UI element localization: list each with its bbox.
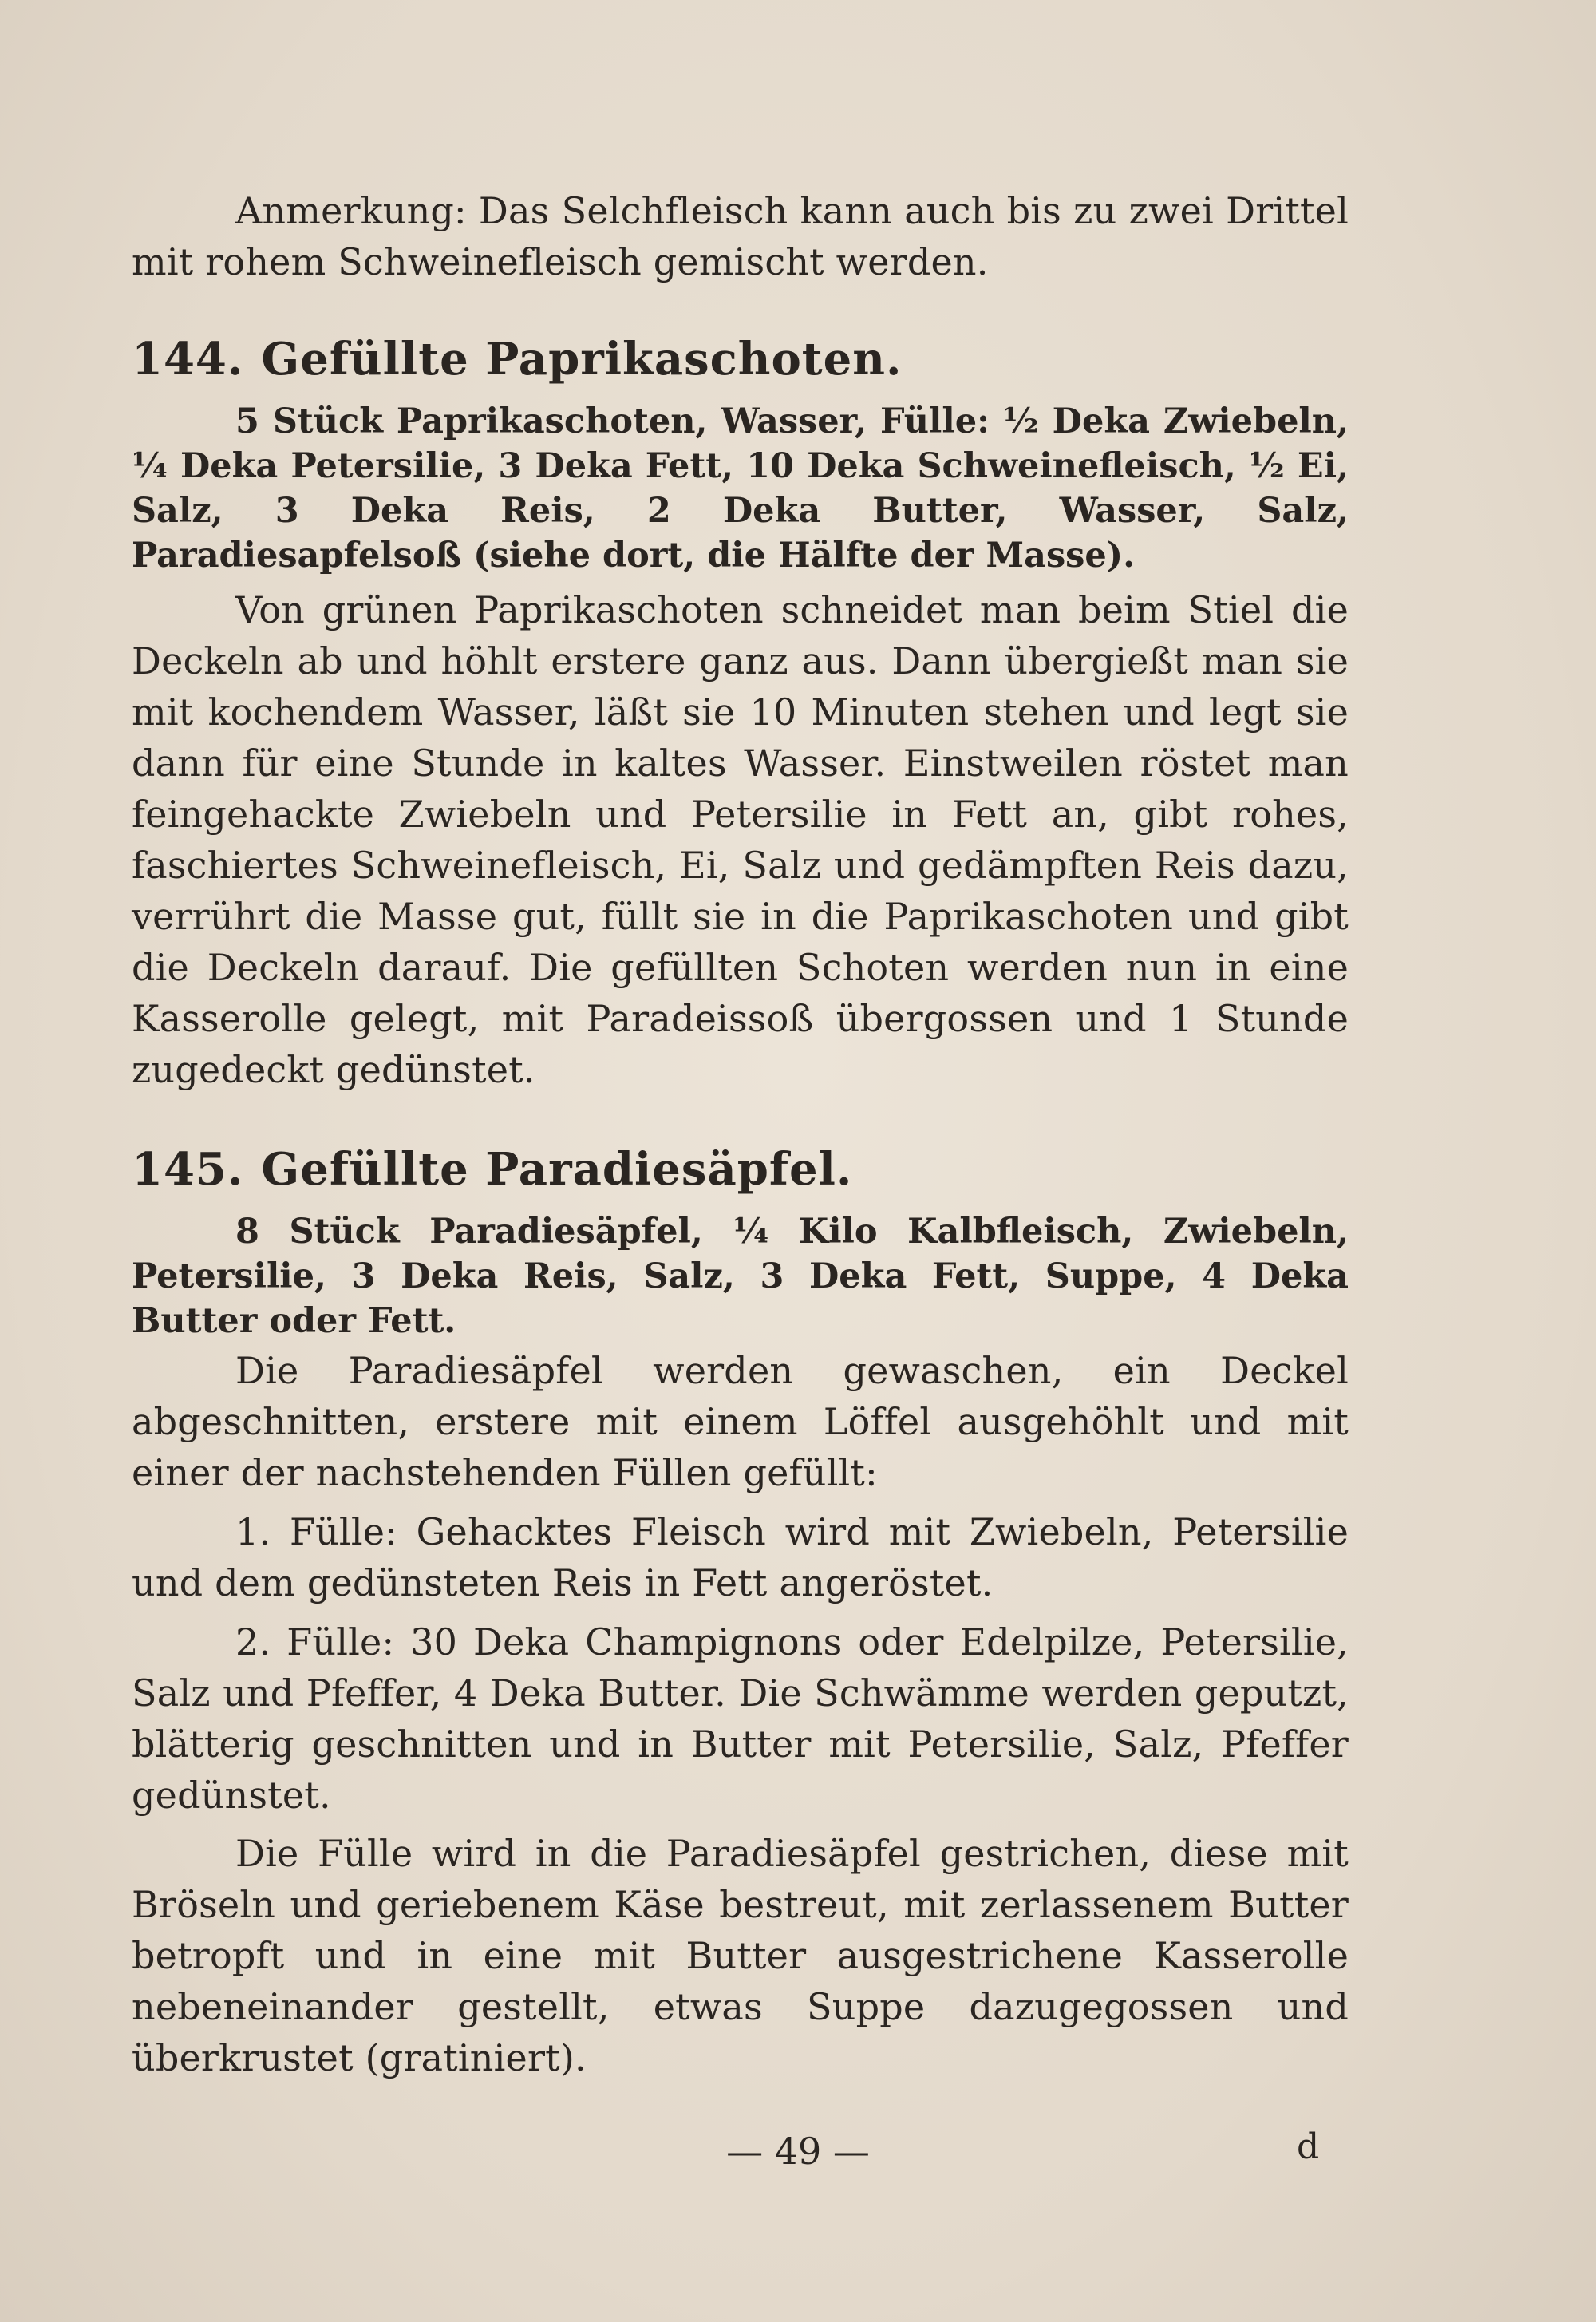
recipe-heading — [132, 331, 1349, 387]
recipe-number: 145. — [132, 1143, 244, 1196]
recipe-144 — [132, 331, 1349, 387]
ingredients-list: 5 Stück Paprikaschoten, Wasser, Fülle: ½ Deka Zwiebeln, ¼ Deka Petersilie, 3 Deka Fett, 10 Deka Schweinefleisch, ½ Ei, Salz, 3 Deka Reis, 2 Deka Butter, Wasser, Salz, Paradiesapfelsoß (siehe dort, die Hälfte der Masse). — [132, 402, 1349, 576]
note-block — [132, 185, 1349, 287]
method-paragraph: Die Paradiesäpfel werden gewaschen, ein Deckel abgeschnitten, erstere mit einem Löffel ausgehöhlt und mit einer der nachstehenden Füllen gefüllt: — [132, 1349, 1349, 1494]
signature-mark: d — [1297, 2126, 1320, 2167]
method-paragraph: Von grünen Paprikaschoten schneidet man beim Stiel die Deckeln ab und höhlt erstere ganz aus. Dann übergießt man sie mit kochendem Wasser, läßt sie 10 Minuten stehen und legt sie dann für eine Stunde in kaltes Wasser. Einstweilen röstet man feingehackte Zwiebeln und Petersilie in Fett an, gibt rohes, faschiertes Schweinefleisch, Ei, Salz und gedämpften Reis dazu, verrührt die Masse gut, füllt sie in die Paprikaschoten und gibt die Deckeln darauf. Die gefüllten Schoten werden nun in eine Kasserolle gelegt, mit Paradeissoß übergossen und 1 Stunde zugedeckt gedünstet. — [132, 588, 1349, 1091]
recipe-145-filling-2 — [132, 1616, 1349, 1821]
recipe-145-finish — [132, 1828, 1349, 2083]
recipe-145-filling-1 — [132, 1506, 1349, 1608]
ingredients-list: 8 Stück Paradiesäpfel, ¼ Kilo Kalbfleisch, Zwiebeln, Petersilie, 3 Deka Reis, Salz, 3 Deka Fett, Suppe, 4 Deka Butter oder Fett. — [132, 1212, 1349, 1341]
recipe-145-method — [132, 1345, 1349, 1498]
filling-paragraph: 1. Fülle: Gehacktes Fleisch wird mit Zwiebeln, Petersilie und dem gedünsteten Reis in Fett angeröstet. — [132, 1510, 1349, 1604]
recipe-title: Gefüllte Paradiesäpfel. — [261, 1143, 853, 1196]
filling-paragraph: 2. Fülle: 30 Deka Champignons oder Edelpilze, Petersilie, Salz und Pfeffer, 4 Deka Butter. Die Schwämme werden geputzt, blätterig geschnitten und in Butter mit Petersilie, Salz, Pfeffer gedünstet. — [132, 1620, 1349, 1817]
recipe-heading — [132, 1141, 1349, 1197]
recipe-145-ingredients — [132, 1209, 1349, 1343]
recipe-number: 144. — [132, 333, 244, 386]
recipe-145 — [132, 1141, 1349, 1197]
method-paragraph: Die Fülle wird in die Paradiesäpfel gestrichen, diese mit Bröseln und geriebenem Käse bestreut, mit zerlassenem Butter betropft und in eine mit Butter ausgestrichene Kasserolle nebeneinander gestellt, etwas Suppe dazugegossen und überkrustet (gratiniert). — [132, 1832, 1349, 2079]
recipe-144-method — [132, 584, 1349, 1095]
note-text: Anmerkung: Das Selchfleisch kann auch bis zu zwei Drittel mit rohem Schweinefleisch gemischt werden. — [132, 189, 1349, 283]
recipe-title: Gefüllte Paprikaschoten. — [261, 333, 903, 386]
recipe-144-ingredients — [132, 399, 1349, 578]
page-number: — 49 — — [726, 2130, 870, 2173]
